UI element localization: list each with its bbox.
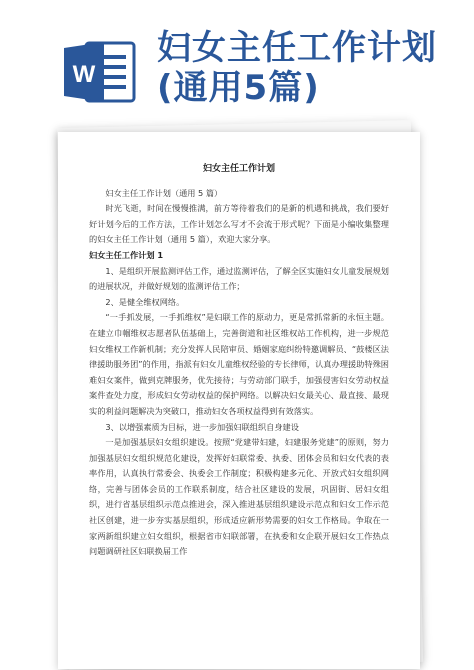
paragraph-intro: 时光飞逝，时间在慢慢推满，前方等待着我们的是新的机遇和挑战，我们要好好计划今后的工作方法，工作计划怎么写才不会流于形式呢？下面是小编收集整理的妇女主任工作计划（通用 5 篇），欢迎大家分享。 — [89, 203, 389, 245]
header — [0, 0, 474, 130]
document-subtitle: 妇女主任工作计划（通用 5 篇） — [105, 187, 223, 198]
paragraph-5: 一是加强基层妇女组织建设。按照“党建带妇建，妇建服务党建”的原则，努力加强基层妇女组织规范化建设，发挥好妇联常委、执委、团体会员和妇女代表的表率作用，认真执行常委会、执委会工作制度；积极构建多元化、开放式妇女组织网络，完善与团体会员的工作联系制度，结合社区建设的发展，巩固街、居妇女组织，进行省基层组织示范点推进会，深入推进基层组织建设示范点和妇女工作示范社区创建，进一步夯实基层组织，形成适应新形势需要的妇女工作格局。争取在一家两新组织建立妇女组织，根据省市妇联部署，在执委和女企联开展妇女工作热点问题调研社区妇联换届工作 — [89, 437, 389, 557]
paragraph-1: 1、是组织开展监测评估工作，通过监测评估，了解全区实施妇女儿童发展规划的进展状况，并做好规划的监测评估工作； — [89, 265, 389, 292]
paragraph-3: “一手抓发展，一手抓维权”是妇联工作的原动力，更是常抓常新的永恒主题。在建立巾帼维权志愿者队伍基础上，完善街道和社区维权站工作机构，进一步规范妇女维权工作新机制；充分发挥人民陪审员、婚姻家庭纠纷特邀调解员、“鼓楼区法律援助服务团”的作用，指派有妇女儿童维权经验的专长律师，认真办理援助特殊困难妇女案件，做到克牌服务，优先接待；与劳动部门联手，加强侵害妇女劳动权益案件查处力度，形成妇女劳动权益的保护网络。以解决妇女最关心、最直接、最现实的利益问题解决为突破口，推动妇女各项权益得到有效落实。 — [89, 312, 389, 416]
svg-text:W: W — [72, 61, 96, 88]
paragraph-2: 2、是健全维权网络。 — [105, 296, 185, 307]
title-line-1: 妇女主任工作计划 — [157, 28, 437, 68]
paragraph-4: 3、以增强素质为目标，进一步加强妇联组织自身建设 — [105, 421, 299, 432]
section-heading: 妇女主任工作计划 1 — [89, 249, 164, 260]
word-document-icon — [62, 38, 138, 106]
document-page — [58, 132, 420, 669]
document-title: 妇女主任工作计划 — [202, 164, 275, 174]
page-title — [157, 28, 437, 108]
document-body — [89, 162, 389, 560]
title-line-2: (通用5篇) — [157, 68, 320, 108]
